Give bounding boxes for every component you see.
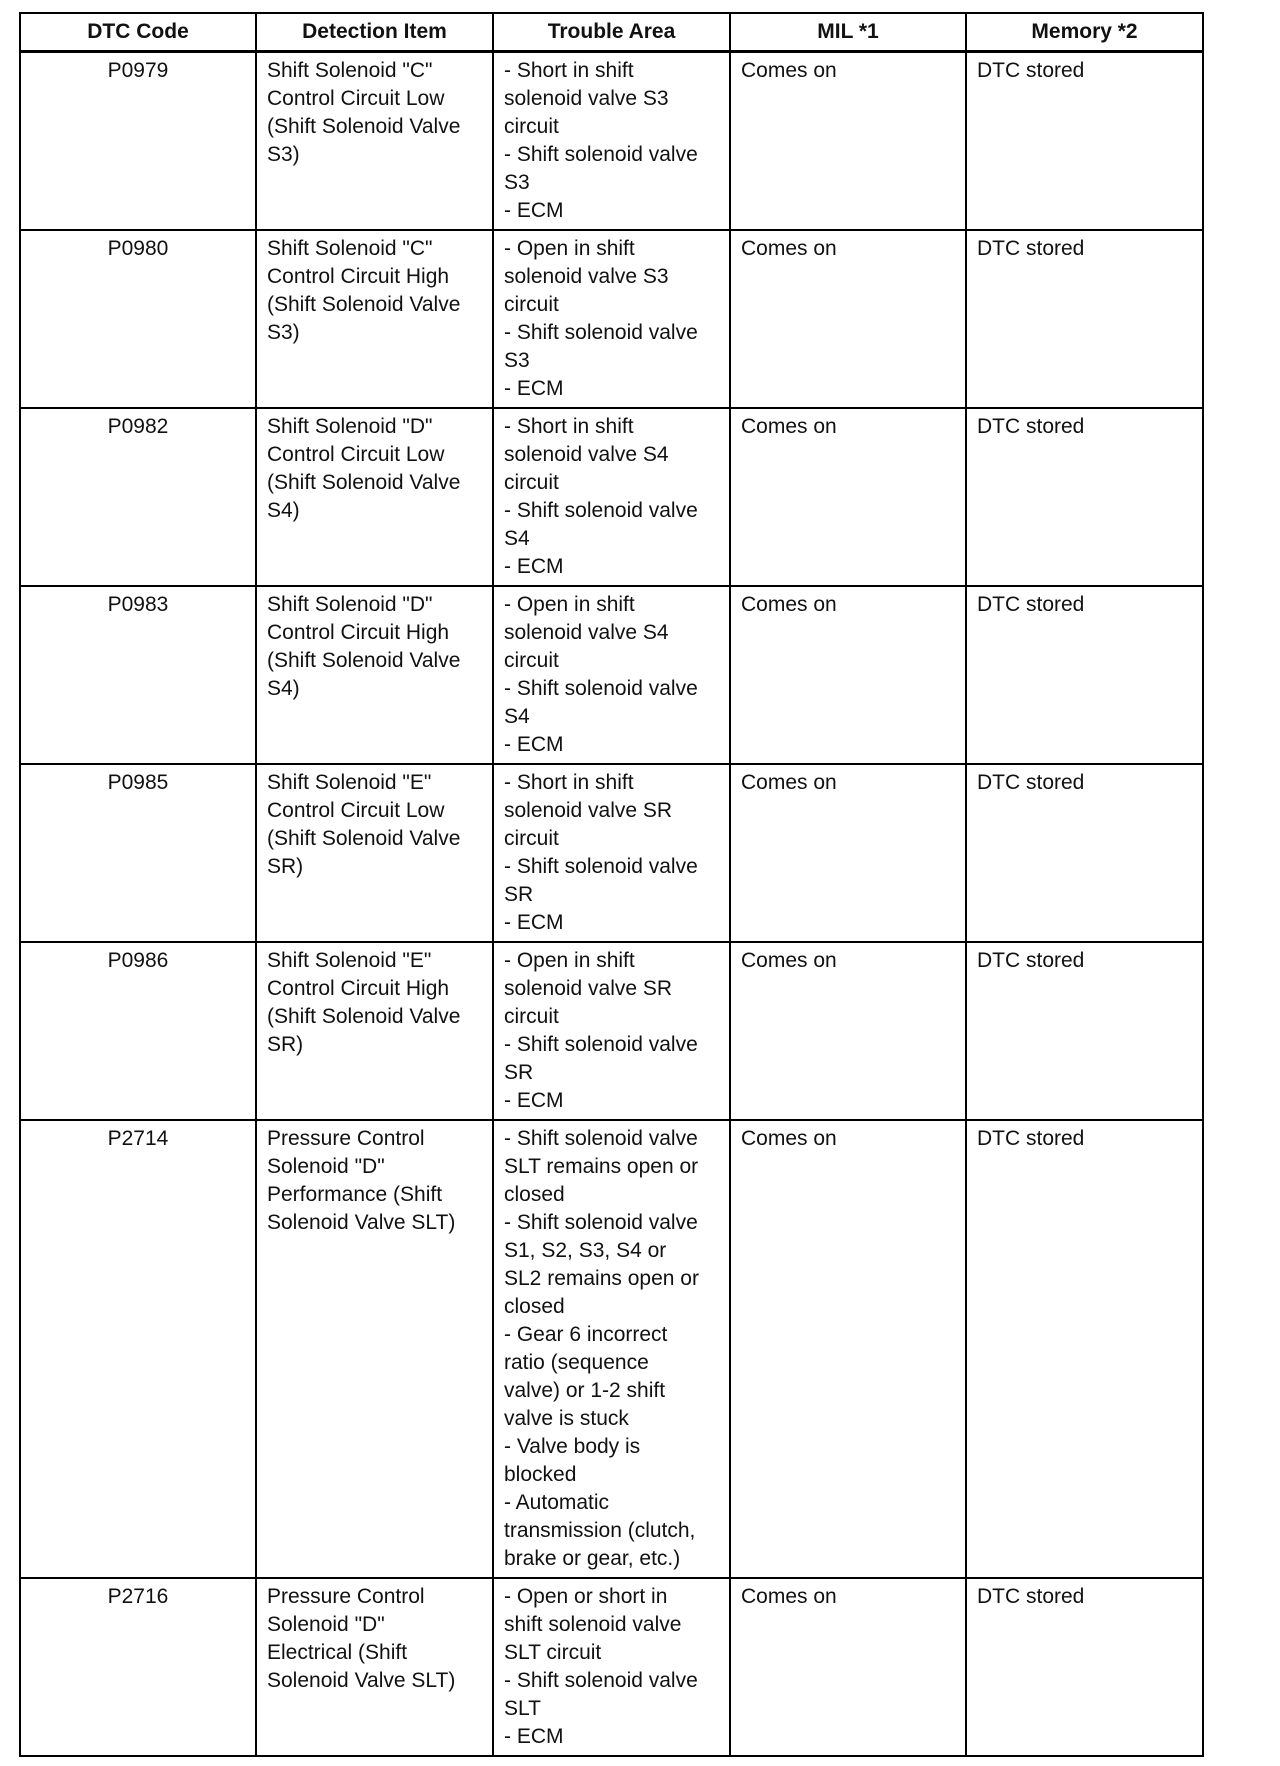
trouble-area-cell-line: solenoid valve SR (504, 799, 673, 822)
memory-cell: DTC stored (966, 52, 1203, 231)
detection-item-cell-line: Shift Solenoid "D" (267, 415, 433, 438)
trouble-area-cell-line: - Short in shift (504, 415, 634, 438)
detection-item-cell-line: S4) (267, 677, 300, 700)
trouble-area-cell-line: - ECM (504, 733, 564, 756)
trouble-area-cell-line: valve) or 1-2 shift (504, 1379, 666, 1402)
detection-item-cell (256, 230, 493, 408)
memory-cell: DTC stored (966, 408, 1203, 586)
header-row (20, 13, 1203, 52)
trouble-area-cell-line: - Open or short in (504, 1585, 668, 1608)
trouble-area-cell-line: S4 (504, 527, 530, 550)
trouble-area-cell (493, 408, 730, 586)
detection-item-cell-line: Solenoid "D" (267, 1613, 385, 1636)
trouble-area-cell-line: SL2 remains open or (504, 1267, 699, 1290)
detection-item-cell-line: (Shift Solenoid Valve (267, 827, 461, 850)
table-row (20, 52, 1203, 231)
trouble-area-cell-line: solenoid valve S3 (504, 265, 669, 288)
trouble-area-cell-line: shift solenoid valve (504, 1613, 682, 1636)
detection-item-cell-line: Control Circuit High (267, 265, 450, 288)
detection-item-cell-line: S3) (267, 321, 300, 344)
trouble-area-cell-line: circuit (504, 471, 559, 494)
detection-item-cell-line: (Shift Solenoid Valve (267, 649, 461, 672)
header-trouble-area: Trouble Area (493, 13, 730, 52)
trouble-area-cell-line: - Shift solenoid valve (504, 1211, 698, 1234)
trouble-area-cell-line: solenoid valve S4 (504, 443, 669, 466)
mil-cell: Comes on (730, 1578, 966, 1756)
dtc-code-cell: P0982 (20, 408, 256, 586)
trouble-area-cell-line: S3 (504, 349, 530, 372)
trouble-area-cell (493, 1578, 730, 1756)
mil-cell: Comes on (730, 586, 966, 764)
trouble-area-cell-line: SR (504, 883, 534, 906)
trouble-area-cell-line: SLT circuit (504, 1641, 602, 1664)
detection-item-cell-line: Electrical (Shift (267, 1641, 408, 1664)
detection-item-cell (256, 408, 493, 586)
table-row (20, 408, 1203, 586)
trouble-area-cell-line: SLT (504, 1697, 541, 1720)
trouble-area-cell-line: solenoid valve SR (504, 977, 673, 1000)
trouble-area-cell-line: valve is stuck (504, 1407, 629, 1430)
detection-item-cell (256, 942, 493, 1120)
memory-cell: DTC stored (966, 942, 1203, 1120)
detection-item-cell (256, 764, 493, 942)
trouble-area-cell-line: - Open in shift (504, 237, 635, 260)
trouble-area-cell (493, 52, 730, 231)
trouble-area-cell-line: S3 (504, 171, 530, 194)
detection-item-cell-line: SR) (267, 855, 304, 878)
detection-item-cell-line: (Shift Solenoid Valve (267, 1005, 461, 1028)
memory-cell: DTC stored (966, 230, 1203, 408)
dtc-table (19, 12, 1204, 1757)
detection-item-cell-line: Control Circuit Low (267, 799, 445, 822)
trouble-area-cell (493, 230, 730, 408)
detection-item-cell (256, 1578, 493, 1756)
dtc-table-body (20, 52, 1203, 1757)
dtc-table-header (20, 13, 1203, 52)
detection-item-cell-line: Shift Solenoid "E" (267, 771, 432, 794)
trouble-area-cell (493, 942, 730, 1120)
dtc-code-cell: P0983 (20, 586, 256, 764)
trouble-area-cell-line: SLT remains open or (504, 1155, 699, 1178)
mil-cell: Comes on (730, 764, 966, 942)
trouble-area-cell-line: brake or gear, etc.) (504, 1547, 681, 1570)
detection-item-cell (256, 1120, 493, 1578)
trouble-area-cell-line: - Shift solenoid valve (504, 499, 698, 522)
mil-cell: Comes on (730, 1120, 966, 1578)
trouble-area-cell-line: - Shift solenoid valve (504, 677, 698, 700)
detection-item-cell-line: Shift Solenoid "D" (267, 593, 433, 616)
trouble-area-cell-line: - ECM (504, 377, 564, 400)
trouble-area-cell-line: - ECM (504, 1089, 564, 1112)
header-detection-item: Detection Item (256, 13, 493, 52)
detection-item-cell-line: Solenoid "D" (267, 1155, 385, 1178)
detection-item-cell-line: Solenoid Valve SLT) (267, 1211, 456, 1234)
detection-item-cell-line: (Shift Solenoid Valve (267, 471, 461, 494)
memory-cell: DTC stored (966, 586, 1203, 764)
table-row (20, 942, 1203, 1120)
trouble-area-cell (493, 1120, 730, 1578)
trouble-area-cell-line: closed (504, 1295, 565, 1318)
memory-cell: DTC stored (966, 1578, 1203, 1756)
trouble-area-cell (493, 764, 730, 942)
detection-item-cell-line: Performance (Shift (267, 1183, 443, 1206)
detection-item-cell-line: Control Circuit Low (267, 443, 445, 466)
trouble-area-cell-line: circuit (504, 115, 559, 138)
trouble-area-cell-line: circuit (504, 827, 559, 850)
trouble-area-cell-line: - Shift solenoid valve (504, 1127, 698, 1150)
detection-item-cell-line: (Shift Solenoid Valve (267, 293, 461, 316)
trouble-area-cell-line: - ECM (504, 199, 564, 222)
detection-item-cell-line: Shift Solenoid "C" (267, 237, 433, 260)
header-memory: Memory *2 (966, 13, 1203, 52)
trouble-area-cell-line: - Valve body is (504, 1435, 641, 1458)
trouble-area-cell-line: - Open in shift (504, 949, 635, 972)
detection-item-cell-line: Control Circuit Low (267, 87, 445, 110)
detection-item-cell-line: S3) (267, 143, 300, 166)
trouble-area-cell-line: - Shift solenoid valve (504, 321, 698, 344)
detection-item-cell (256, 52, 493, 231)
trouble-area-cell-line: solenoid valve S4 (504, 621, 669, 644)
trouble-area-cell (493, 586, 730, 764)
trouble-area-cell-line: - Automatic (504, 1491, 610, 1514)
table-row (20, 764, 1203, 942)
mil-cell: Comes on (730, 408, 966, 586)
detection-item-cell-line: Solenoid Valve SLT) (267, 1669, 456, 1692)
dtc-code-cell: P0985 (20, 764, 256, 942)
detection-item-cell-line: Pressure Control (267, 1127, 425, 1150)
trouble-area-cell-line: - ECM (504, 555, 564, 578)
dtc-code-cell: P2716 (20, 1578, 256, 1756)
memory-cell: DTC stored (966, 1120, 1203, 1578)
detection-item-cell-line: S4) (267, 499, 300, 522)
detection-item-cell (256, 586, 493, 764)
trouble-area-cell-line: - Short in shift (504, 59, 634, 82)
dtc-code-cell: P2714 (20, 1120, 256, 1578)
mil-cell: Comes on (730, 942, 966, 1120)
table-row (20, 1578, 1203, 1756)
table-row (20, 586, 1203, 764)
trouble-area-cell-line: ratio (sequence (504, 1351, 649, 1374)
trouble-area-cell-line: transmission (clutch, (504, 1519, 696, 1542)
dtc-code-cell: P0980 (20, 230, 256, 408)
detection-item-cell-line: Shift Solenoid "E" (267, 949, 432, 972)
trouble-area-cell-line: circuit (504, 649, 559, 672)
trouble-area-cell-line: - Shift solenoid valve (504, 1669, 698, 1692)
detection-item-cell-line: Control Circuit High (267, 977, 450, 1000)
trouble-area-cell-line: - Gear 6 incorrect (504, 1323, 668, 1346)
trouble-area-cell-line: - Short in shift (504, 771, 634, 794)
dtc-code-cell: P0986 (20, 942, 256, 1120)
table-row (20, 1120, 1203, 1578)
trouble-area-cell-line: - ECM (504, 911, 564, 934)
memory-cell: DTC stored (966, 764, 1203, 942)
trouble-area-cell-line: - Shift solenoid valve (504, 1033, 698, 1056)
detection-item-cell-line: Pressure Control (267, 1585, 425, 1608)
trouble-area-cell-line: - Open in shift (504, 593, 635, 616)
trouble-area-cell-line: circuit (504, 293, 559, 316)
trouble-area-cell-line: S1, S2, S3, S4 or (504, 1239, 667, 1262)
detection-item-cell-line: Shift Solenoid "C" (267, 59, 433, 82)
dtc-code-cell: P0979 (20, 52, 256, 231)
header-dtc-code: DTC Code (20, 13, 256, 52)
trouble-area-cell-line: circuit (504, 1005, 559, 1028)
table-row (20, 230, 1203, 408)
detection-item-cell-line: SR) (267, 1033, 304, 1056)
trouble-area-cell-line: solenoid valve S3 (504, 87, 669, 110)
mil-cell: Comes on (730, 230, 966, 408)
trouble-area-cell-line: - Shift solenoid valve (504, 143, 698, 166)
trouble-area-cell-line: blocked (504, 1463, 577, 1486)
detection-item-cell-line: Control Circuit High (267, 621, 450, 644)
trouble-area-cell-line: - ECM (504, 1725, 564, 1748)
trouble-area-cell-line: SR (504, 1061, 534, 1084)
trouble-area-cell-line: S4 (504, 705, 530, 728)
trouble-area-cell-line: - Shift solenoid valve (504, 855, 698, 878)
trouble-area-cell-line: closed (504, 1183, 565, 1206)
header-mil: MIL *1 (730, 13, 966, 52)
detection-item-cell-line: (Shift Solenoid Valve (267, 115, 461, 138)
mil-cell: Comes on (730, 52, 966, 231)
